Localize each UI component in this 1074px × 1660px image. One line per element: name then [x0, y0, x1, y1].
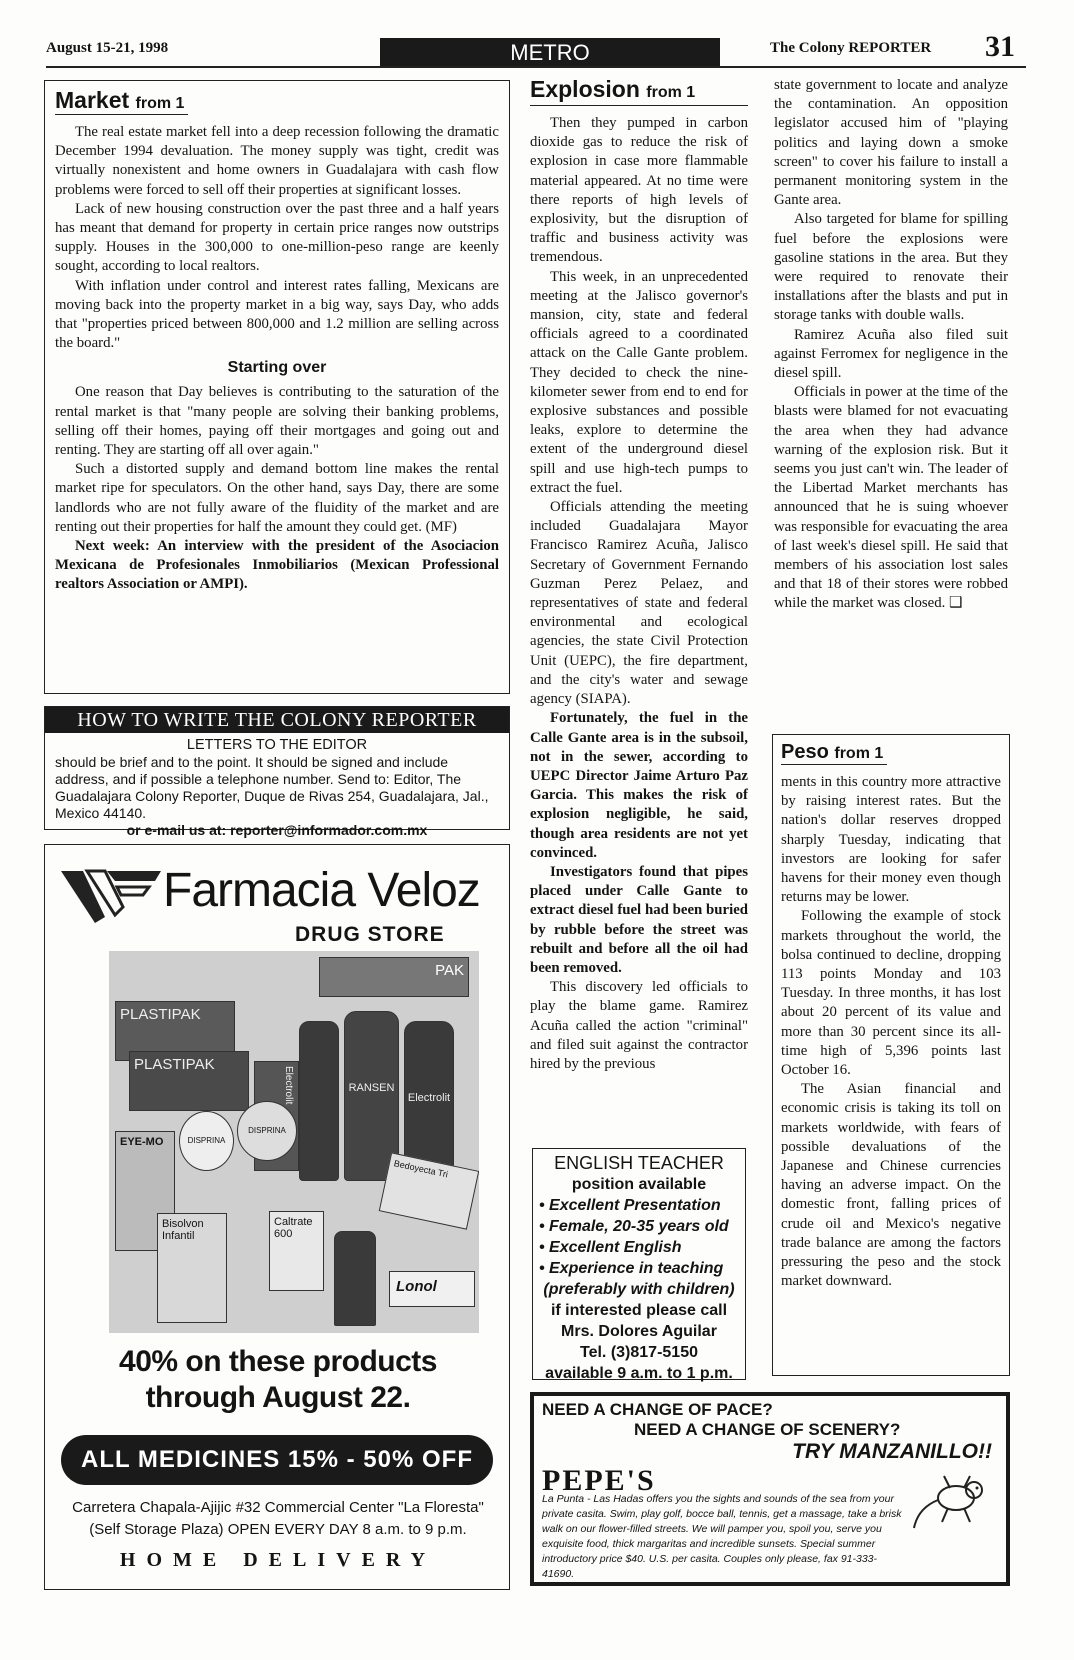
peso-from: from 1	[834, 745, 884, 762]
product-label: RANSEN	[348, 1082, 395, 1094]
explosion-article	[530, 76, 748, 1074]
promo-line-2: through August 22.	[145, 1381, 411, 1414]
teacher-ad	[532, 1148, 746, 1380]
product-box	[269, 1211, 324, 1291]
explosion-paragraph: Fortunately, the fuel in the Calle Gante area is in the subsoil, not in the sewer, according to UEPC Director Jaime Arturo Paz Garcia. This makes the risk of explosion negligible, he said, though area residents are not yet convinced.	[530, 710, 748, 861]
pepes-line-3: TRY MANZANILLO!!	[792, 1440, 992, 1463]
explosion-paragraph: Then they pumped in carbon dioxide gas to reduce the risk of explosion in case more flammable material appeared. At no time were there reports of high levels of explosivity, but the disruption of traffic and business activity was tremendous.	[530, 115, 748, 266]
market-paragraph: One reason that Day believes is contributing to the saturation of the rental market is that "many people are solving their banking problems, selling off their homes, paying off their mortgages and going out and renting. They are starting off all over again."	[55, 384, 499, 459]
farmacia-tagline: DRUG STORE	[295, 923, 445, 946]
promo-line-1: 40% on these products	[119, 1345, 437, 1378]
right-paragraph: Ramirez Acuña also filed suit against Ferromex for negligence in the diesel spill.	[774, 326, 1008, 382]
howto-box	[44, 706, 510, 838]
explosion-headline	[530, 76, 748, 106]
product-label: PLASTIPAK	[120, 1006, 201, 1023]
farmacia-ad	[44, 844, 510, 1590]
explosion-continued	[774, 76, 1008, 614]
product-box	[389, 1271, 475, 1307]
market-next-week: Next week: An interview with the president of the Asociacion Mexicana de Profesionales Inmobiliarios (Mexican Professional realtors Association or AMPI).	[55, 538, 499, 593]
product-bottle	[299, 1021, 339, 1181]
product-label: EYE-MO	[120, 1136, 164, 1148]
product-box	[319, 957, 469, 997]
howto-subtitle: LETTERS TO THE EDITOR	[186, 737, 368, 753]
product-photo	[109, 951, 479, 1333]
market-subhead: Starting over	[227, 359, 327, 377]
product-label: Bisolvon Infantil	[162, 1218, 204, 1242]
lizard-icon	[908, 1468, 998, 1538]
explosion-paragraph: Investigators found that pipes placed under Calle Gante to extract diesel fuel had been buried by rubble before the street was rebuilt and before all the oil had been removed.	[530, 863, 748, 976]
teacher-tel: Tel. (3)817-5150	[580, 1344, 698, 1361]
pepes-ad	[530, 1392, 1010, 1586]
teacher-title: ENGLISH TEACHER	[554, 1153, 724, 1173]
teacher-contact-name: Mrs. Dolores Aguilar	[561, 1323, 717, 1340]
end-mark-icon: ❑	[949, 595, 963, 612]
right-paragraph	[774, 383, 1008, 613]
explosion-title: Explosion	[530, 76, 640, 102]
pepes-brand: PEPE'S	[542, 1464, 656, 1497]
teacher-bullet: • Female, 20-35 years old	[539, 1218, 729, 1235]
teacher-bullet: • Experience in teaching	[539, 1260, 724, 1277]
pepes-line-1: NEED A CHANGE OF PACE?	[542, 1400, 773, 1419]
product-bottle	[334, 1231, 376, 1326]
pepes-body: La Punta - Las Hadas offers you the sights and sounds of the sea from your private casita. Swim, play golf, bocce ball, tennis, get a massage, take a brisk walk on our flower-filled streets. We will pamper you, spoil you, serve you exquisite food, thick margaritas and incredible sunsets. Special summer introductory price $40. U.S. per casita. Couples only please, fax 91-333-41690.	[542, 1493, 902, 1580]
medicines-banner: ALL MEDICINES 15% - 50% OFF	[61, 1435, 493, 1485]
product-label: PLASTIPAK	[134, 1056, 215, 1073]
market-headline	[55, 87, 188, 115]
product-label: Caltrate 600	[274, 1216, 313, 1240]
market-paragraph: The real estate market fell into a deep recession following the dramatic December 1994 devaluation. The money supply was tight, credit was virtually nonexistent and home owners in Guadalajara with cash flow problems were forced to sell off their properties at significant losses.	[55, 124, 499, 198]
product-box	[379, 1152, 479, 1229]
market-from: from 1	[135, 95, 185, 112]
explosion-paragraph: This discovery led officials to play the blame game. Ramirez Acuña called the action "criminal" and filed suit against the contractor hired by the previous	[530, 979, 748, 1072]
market-paragraph: With inflation under control and interest rates falling, Mexicans are moving back into the property market in a big way, says Day, who adds that "properties priced between 800,000 and 1.2 million are selling across the board."	[55, 277, 499, 352]
product-label: Electrolit	[283, 1066, 294, 1105]
page-number: 31	[985, 30, 1015, 63]
right-paragraph: state government to locate and analyze the contamination. An opposition legislator accused him of "playing politics and laying down a smoke screen" to cover his failure to install a permanent monitoring system in the Gante area.	[774, 77, 1008, 209]
product-label: Electrolit	[407, 1092, 451, 1104]
peso-title: Peso	[781, 741, 829, 763]
market-paragraph: Such a distorted supply and demand bottom line makes the rental market ripe for speculators. On the other hand, says Day, there are some landlords who are not fully aware of the fluidity of the market and are renting out their properties for half the amount they could get. (MF)	[55, 461, 499, 535]
product-box	[129, 1051, 249, 1111]
header-rule	[46, 66, 1026, 68]
farmacia-name: Farmacia Veloz	[163, 864, 480, 917]
product-box	[179, 1111, 234, 1171]
peso-paragraph: ments in this country more attractive by raising interest rates. But the nation's dollar reserves dropped sharply Tuesday, indicating that investors are looking for safer havens for their money even though returns may be lower.	[781, 774, 1001, 906]
howto-title: HOW TO WRITE THE COLONY REPORTER	[45, 707, 509, 733]
pepes-line-2: NEED A CHANGE OF SCENERY?	[634, 1420, 901, 1439]
farmacia-address-1: Carretera Chapala-Ajijic #32 Commercial Center "La Floresta"	[72, 1499, 484, 1516]
issue-date: August 15-21, 1998	[46, 40, 169, 56]
right-paragraph: Also targeted for blame for spilling fuel before the explosions were gasoline stations in the area. But they were required to renovate their installations after the blasts and put in storage tanks with double walls.	[774, 211, 1008, 324]
howto-email: or e-mail us at: reporter@informador.com.mx	[126, 822, 428, 838]
farmacia-address-2: (Self Storage Plaza) OPEN EVERY DAY 8 a.m. to 9 p.m.	[89, 1521, 467, 1538]
teacher-bullet: • Excellent Presentation	[539, 1197, 721, 1214]
product-label: DISPRINA	[248, 1126, 286, 1135]
product-box	[157, 1213, 227, 1323]
paper-name: The Colony REPORTER	[770, 40, 932, 56]
farmacia-logo-icon	[57, 859, 167, 929]
market-paragraph: Lack of new housing construction over the past three and a half years has meant that demand for property in certain price ranges now outstrips supply. Houses in the 300,000 to one-million-peso range are keenly sought, according to local realtors.	[55, 200, 499, 275]
peso-headline	[781, 741, 887, 765]
explosion-paragraph: Officials attending the meeting included Guadalajara Mayor Francisco Ramirez Acuña, Jalisco Secretary of Government Fernando Guzman Perez Pelaez, and representatives of state and federal environmental and ecological agencies, the state Civil Protection Unit (UEPC), the fire department, and the city's water and sewage agency (SIAPA).	[530, 499, 748, 708]
product-box	[237, 1101, 297, 1161]
howto-body: should be brief and to the point. It should be signed and include address, and if possible a telephone number. Send to: Editor, The Guadalajara Colony Reporter, Duque de Rivas 254, Guadalajara, Jal., Mexico 44140.	[55, 754, 489, 821]
section-banner: METRO	[380, 38, 720, 68]
product-label: Lonol	[396, 1278, 437, 1295]
teacher-hours: available 9 a.m. to 1 p.m.	[545, 1365, 733, 1382]
product-label: DISPRINA	[187, 1136, 226, 1145]
market-article	[44, 80, 510, 694]
teacher-bullet: • Excellent English	[539, 1239, 682, 1256]
home-delivery: HOME DELIVERY	[119, 1549, 437, 1571]
peso-paragraph: The Asian financial and economic crisis is taking its toll on markets worldwide, with fears of possible devaluations of the Japanese and Chinese currencies having an adverse impact. On the domestic front, falling prices of crude oil and Mexico's negative trade balance are among the factors pressuring the peso and the stock market downward.	[781, 1081, 1001, 1290]
product-label: Bedoyecta Tri	[392, 1158, 449, 1180]
product-label: PAK	[435, 962, 464, 979]
peso-paragraph: Following the example of stock markets throughout the world, the bolsa continued to decline, dropping 113 points Monday and 103 Tuesday. In three months, it has lost about 20 percent of its value and more than 30 percent since its all-time high of 5,396 points last October 16.	[781, 908, 1001, 1079]
teacher-subtitle: position available	[571, 1176, 707, 1193]
market-title: Market	[55, 87, 130, 113]
right-paragraph-text: Officials in power at the time of the blasts were blamed for not evacuating the area when they had advance warning of the explosion risk. But it seems you just can't win. The leader of the Libertad Market merchants has announced that he is suing whoever was responsible for evacuating the area of last week's diesel spill. He said that members of his association lost sales and that 18 of their stores were robbed while the market was closed.	[774, 384, 1008, 612]
peso-article	[772, 734, 1010, 1376]
explosion-from: from 1	[646, 84, 696, 101]
teacher-call: if interested please call	[550, 1302, 728, 1319]
teacher-note: (preferably with children)	[543, 1281, 735, 1298]
explosion-paragraph: This week, in an unprecedented meeting at the Jalisco governor's mansion, city, state and federal officials agreed to a coordinated attack on the Calle Gante problem. They decided to check the nine-kilometer sewer from end to end for explosive substances and possible leaks, explore to determine the extent of the underground diesel spill and use high-tech pumps to extract the fuel.	[530, 268, 748, 496]
